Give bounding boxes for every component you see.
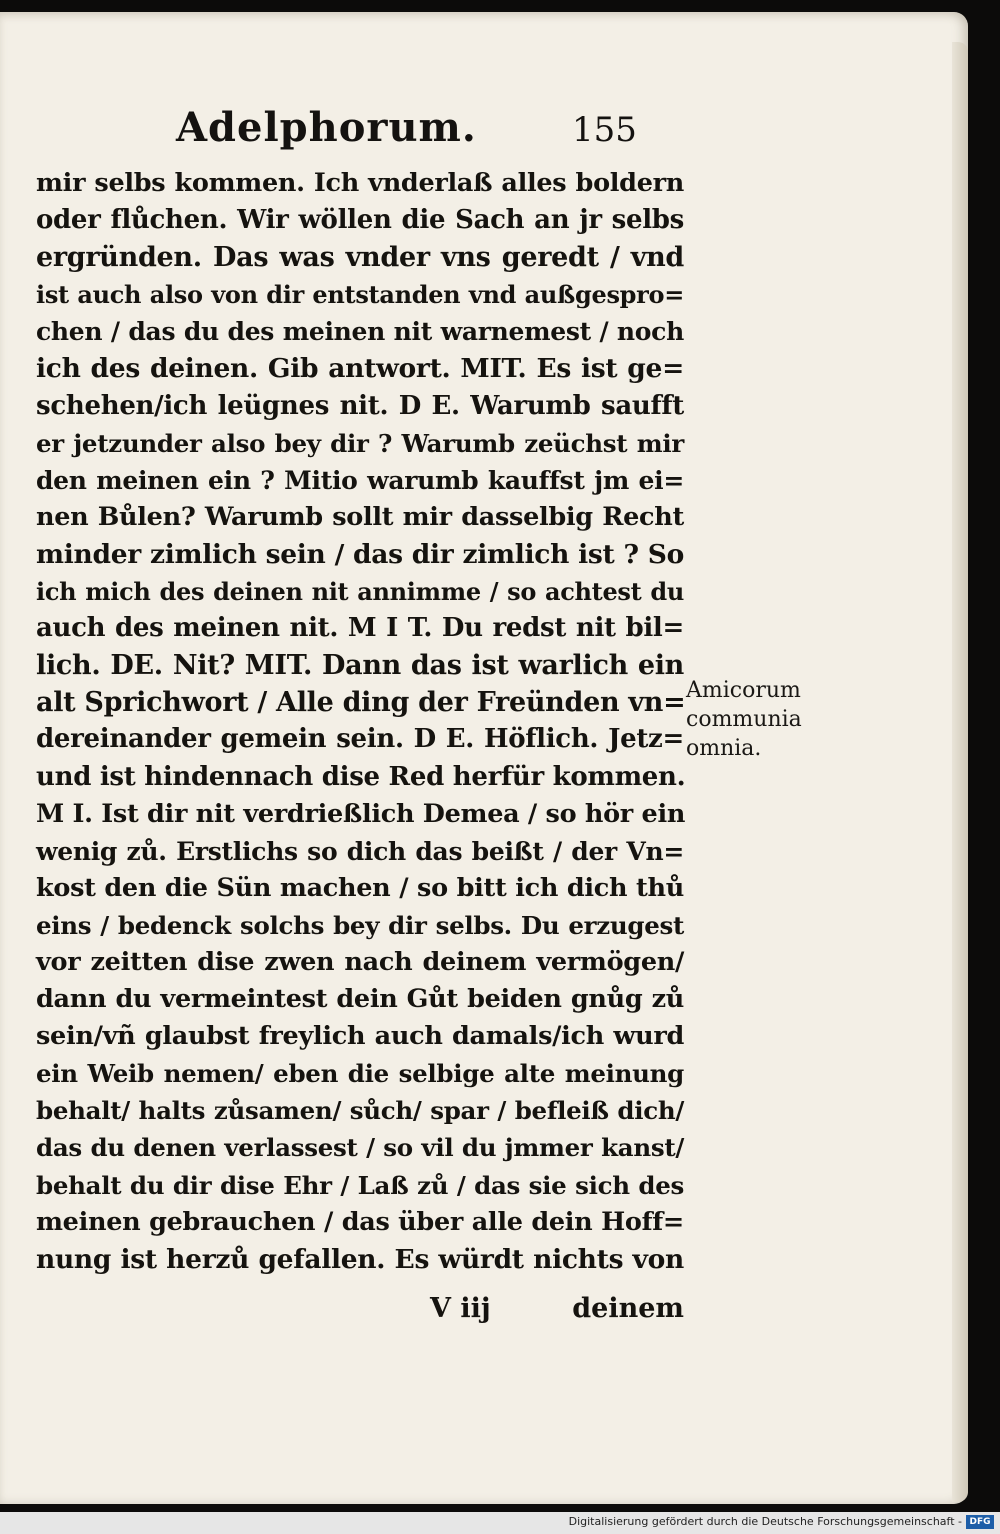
- page-footer: [36, 1293, 684, 1333]
- text-line: nen Bůlen? Warumb sollt mir dasselbig Recht: [36, 501, 684, 532]
- credit-bar: [0, 1512, 1000, 1534]
- funding-credit: Digitalisierung gefördert durch die Deutsche Forschungsgemeinschaft -: [568, 1515, 962, 1528]
- text-line: ich mich des deinen nit annimme / so achtest du: [36, 577, 684, 607]
- text-line: und ist hindennach dise Red herfür kommen.: [36, 761, 686, 792]
- text-line: kost den die Sün machen / so bitt ich dich thů: [36, 872, 684, 903]
- text-line: nung ist herzů gefallen. Es würdt nichts von: [36, 1243, 684, 1275]
- marginal-note-line: communia: [686, 707, 802, 732]
- page-edge: [952, 42, 968, 1502]
- text-line: schehen/ich leügnes nit. D E. Warumb saufft: [36, 390, 684, 421]
- marginal-note: [686, 676, 846, 763]
- signature-mark: V iij: [430, 1293, 491, 1324]
- text-line: lich. DE. Nit? MIT. Dann das ist warlich ein: [36, 650, 684, 682]
- text-line: den meinen ein ? Mitio warumb kauffst jm ei=: [36, 465, 684, 495]
- text-line: M I. Ist dir nit verdrießlich Demea / so hör ein: [36, 798, 686, 829]
- running-head: [0, 104, 968, 164]
- marginal-note-line: omnia.: [686, 736, 762, 761]
- text-line: minder zimlich sein / das dir zimlich ist ? So: [36, 538, 684, 570]
- text-line: alt Sprichwort / Alle ding der Freünden vn=: [36, 687, 686, 719]
- text-line: dereinander gemein sein. D E. Höflich. Jetz=: [36, 724, 684, 755]
- text-line: auch des meinen nit. M I T. Du redst nit bil=: [36, 613, 684, 644]
- text-line: ergründen. Das was vnder vns geredt / vnd: [36, 242, 684, 274]
- dfg-logo: DFG: [966, 1515, 994, 1529]
- text-line: ist auch also von dir entstanden vnd außgespro=: [36, 280, 684, 310]
- text-line: vor zeitten dise zwen nach deinem vermögen/: [36, 946, 684, 977]
- text-line: eins / bedenck solchs bey dir selbs. Du erzugest: [36, 910, 684, 940]
- text-line: meinen gebrauchen / das über alle dein Hoff=: [36, 1206, 684, 1237]
- text-line: das du denen verlassest / so vil du jmmer kanst/: [36, 1133, 684, 1163]
- text-line: chen / das du des meinen nit warnemest / noch: [36, 317, 684, 347]
- text-line: behalt/ halts zůsamen/ sůch/ spar / befleiß dich/: [36, 1096, 684, 1126]
- text-line: er jetzunder also bey dir ? Warumb zeüchst mir: [36, 428, 684, 458]
- text-line: oder flůchen. Wir wöllen die Sach an jr selbs: [36, 205, 684, 236]
- text-line: sein/vñ glaubst freylich auch damals/ich wurd: [36, 1021, 684, 1052]
- text-line: ich des deinen. Gib antwort. MIT. Es ist ge=: [36, 353, 684, 385]
- text-line: mir selbs kommen. Ich vnderlaß alles boldern: [36, 168, 684, 198]
- text-line: ein Weib nemen/ eben die selbige alte meinung: [36, 1059, 684, 1089]
- book-page: [0, 12, 968, 1504]
- catchword: deinem: [572, 1293, 684, 1324]
- running-title: Adelphorum.: [176, 104, 477, 151]
- marginal-note-line: Amicorum: [686, 678, 801, 703]
- text-line: wenig zů. Erstlichs so dich das beißt / der Vn=: [36, 836, 684, 866]
- main-text-block: [36, 165, 684, 1278]
- text-line: dann du vermeintest dein Gůt beiden gnůg zů: [36, 984, 684, 1015]
- text-line: behalt du dir dise Ehr / Laß zů / das sie sich des: [36, 1170, 684, 1200]
- page-number: 155: [572, 110, 637, 150]
